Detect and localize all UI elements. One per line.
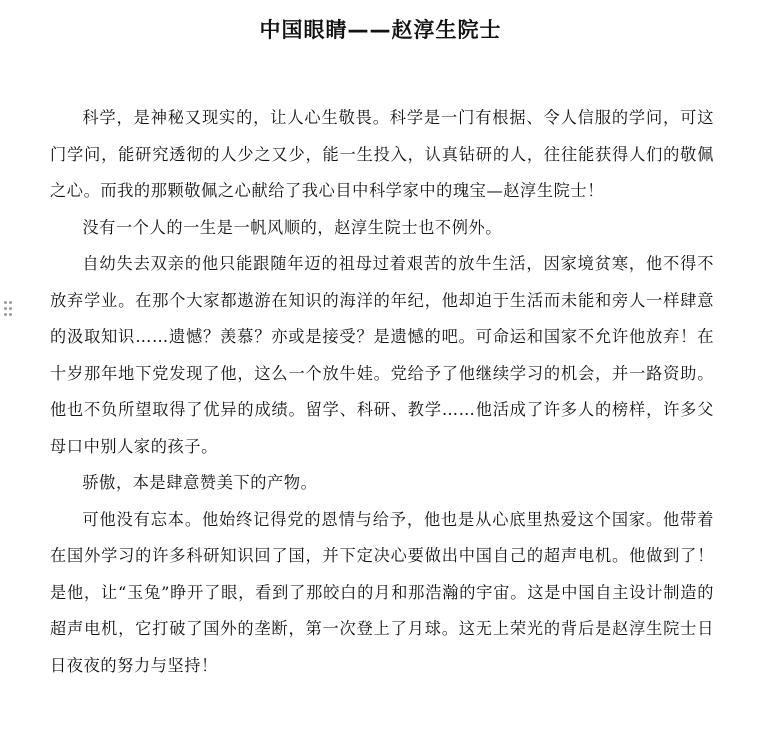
drag-dot [9,301,12,304]
paragraph-5: 可他没有忘本。他始终记得党的恩情与给予，他也是从心底里热爱这个国家。他带着在国外学习的许多科研知识回了国，并下定决心要做出中国自己的超声电机。他做到了！是他，让“玉兔”睁开了眼，看到了那皎白的月和那浩瀚的宇宙。这是中国自主设计制造的超声电机，它打破了国外的垄断，第一次登上了月球。这无上荣光的背后是赵淳生院士日日夜夜的努力与坚持！ [50,509,714,675]
page-title: 中国眼睛——赵淳生院士 [259,18,502,42]
paragraph-2: 没有一个人的一生是一帆风顺的，赵淳生院士也不例外。 [82,217,503,237]
drag-dot [4,301,7,304]
paragraph-3: 自幼失去双亲的他只能跟随年迈的祖母过着艰苦的放牛生活，因家境贫寒，他不得不放弃学业。在那个大家都遨游在知识的海洋的年纪，他却迫于生活而未能和旁人一样肆意的汲取知识……遗憾？羡慕？亦或是接受？是遗憾的吧。可命运和国家不允许他放弃！在十岁那年地下党发现了他，这么一个放牛娃。党给予了他继续学习的机会，并一路资助。他也不负所望取得了优异的成绩。留学、科研、教学……他活成了许多人的榜样，许多父母口中别人家的孩子。 [50,254,714,456]
drag-dot [4,313,7,316]
paragraph-1: 科学，是神秘又现实的，让人心生敬畏。科学是一门有根据、令人信服的学问，可这门学问，能研究透彻的人少之又少，能一生投入，认真钻研的人，往往能获得人们的敬佩之心。而我的那颗敬佩之心献给了我心目中科学家中的瑰宝—赵淳生院士！ [50,108,714,200]
drag-dot [4,307,7,310]
paragraph-4: 骄傲，本是肆意赞美下的产物。 [82,473,318,492]
drag-handle-icon[interactable] [4,301,14,317]
drag-dot [9,307,12,310]
document-body [50,100,714,684]
drag-dot [9,313,12,316]
